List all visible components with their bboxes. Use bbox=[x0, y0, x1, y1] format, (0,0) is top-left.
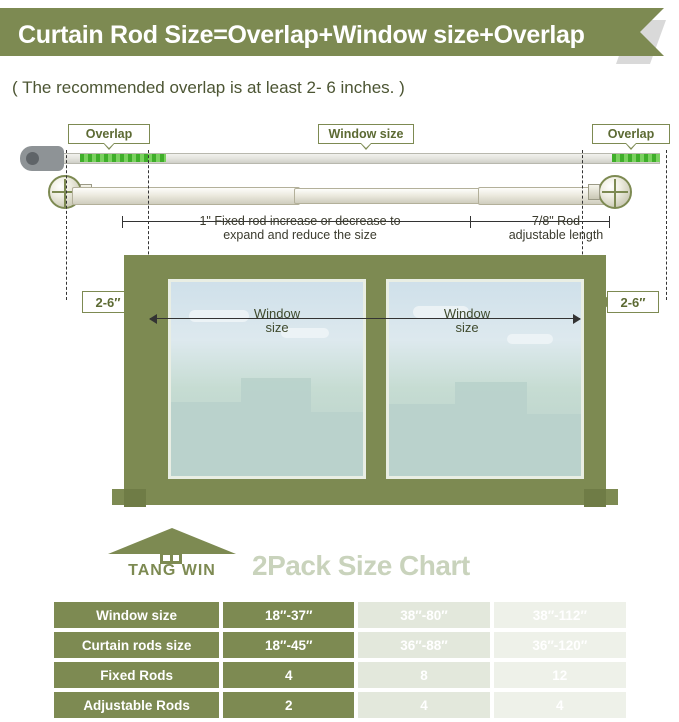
cell: 4 bbox=[223, 662, 354, 688]
measuring-tape bbox=[20, 150, 660, 166]
guide-line-far-right bbox=[666, 150, 667, 300]
table-row bbox=[54, 602, 626, 628]
window-icon bbox=[160, 542, 182, 564]
tape-overlap-right-highlight bbox=[612, 154, 660, 162]
rod-segment-fixed bbox=[72, 187, 300, 205]
brand-name: TANG WIN bbox=[128, 562, 216, 579]
window-leg-left bbox=[124, 489, 146, 507]
row-header: Adjustable Rods bbox=[54, 692, 219, 718]
pane-right-label-line1: Window bbox=[443, 306, 491, 321]
cell: 8 bbox=[358, 662, 489, 688]
cell: 38″-112″ bbox=[494, 602, 626, 628]
cell: 38″-80″ bbox=[358, 602, 489, 628]
tape-measure-case-icon bbox=[20, 146, 64, 171]
cell: 36″-88″ bbox=[358, 632, 489, 658]
pane-left-label-line1: Window bbox=[253, 306, 301, 321]
fixed-rod-note-line1: 1" Fixed rod increase or decrease to bbox=[199, 214, 401, 228]
cell: 18″-45″ bbox=[223, 632, 354, 658]
cell: 4 bbox=[358, 692, 489, 718]
rod-segment-middle bbox=[294, 188, 484, 204]
curtain-rod-illustration bbox=[48, 183, 632, 209]
size-chart-title: 2Pack Size Chart bbox=[252, 550, 470, 581]
window-pane-right-label bbox=[412, 306, 522, 321]
guide-line-far-left bbox=[66, 150, 67, 300]
overlap-right-callout: Overlap bbox=[592, 124, 670, 144]
page-title: Curtain Rod Size=Overlap+Window size+Overlap bbox=[18, 21, 585, 49]
adjustable-rod-note bbox=[496, 214, 616, 242]
window-illustration bbox=[124, 255, 606, 505]
table-row bbox=[54, 692, 626, 718]
cell: 18″-37″ bbox=[223, 602, 354, 628]
window-sill bbox=[112, 489, 618, 505]
row-header: Curtain rods size bbox=[54, 632, 219, 658]
adjustable-rod-note-line1: 7/8" Rod bbox=[531, 214, 581, 228]
window-leg-right bbox=[584, 489, 606, 507]
adjustable-rod-note-line2: adjustable length bbox=[508, 228, 604, 242]
fixed-rod-note-line2: expand and reduce the size bbox=[223, 228, 377, 242]
row-header: Window size bbox=[54, 602, 219, 628]
window-pane-left-label2 bbox=[222, 320, 332, 335]
window-size-top-callout: Window size bbox=[318, 124, 414, 144]
brand-logo bbox=[108, 528, 236, 580]
cell: 36″-120″ bbox=[494, 632, 626, 658]
size-chart-table bbox=[50, 598, 630, 722]
fixed-rod-note bbox=[170, 214, 430, 242]
pane-right-label-line2: size bbox=[455, 320, 479, 335]
cell: 2 bbox=[223, 692, 354, 718]
overlap-left-callout: Overlap bbox=[68, 124, 150, 144]
table-row bbox=[54, 662, 626, 688]
finial-right-icon bbox=[588, 175, 632, 217]
overlap-left-measure-tag: 2-6″ bbox=[82, 291, 134, 313]
table-row bbox=[54, 632, 626, 658]
pane-left-label-line2: size bbox=[265, 320, 289, 335]
cell: 12 bbox=[494, 662, 626, 688]
window-pane-right-label2 bbox=[412, 320, 522, 335]
tape-overlap-left-highlight bbox=[80, 154, 166, 162]
header-banner bbox=[0, 8, 640, 56]
cell: 4 bbox=[494, 692, 626, 718]
window-pane-left-label bbox=[222, 306, 332, 321]
overlap-right-measure-tag: 2-6″ bbox=[607, 291, 659, 313]
row-header: Fixed Rods bbox=[54, 662, 219, 688]
header-subtitle: ( The recommended overlap is at least 2- 6 inches. ) bbox=[12, 78, 405, 97]
